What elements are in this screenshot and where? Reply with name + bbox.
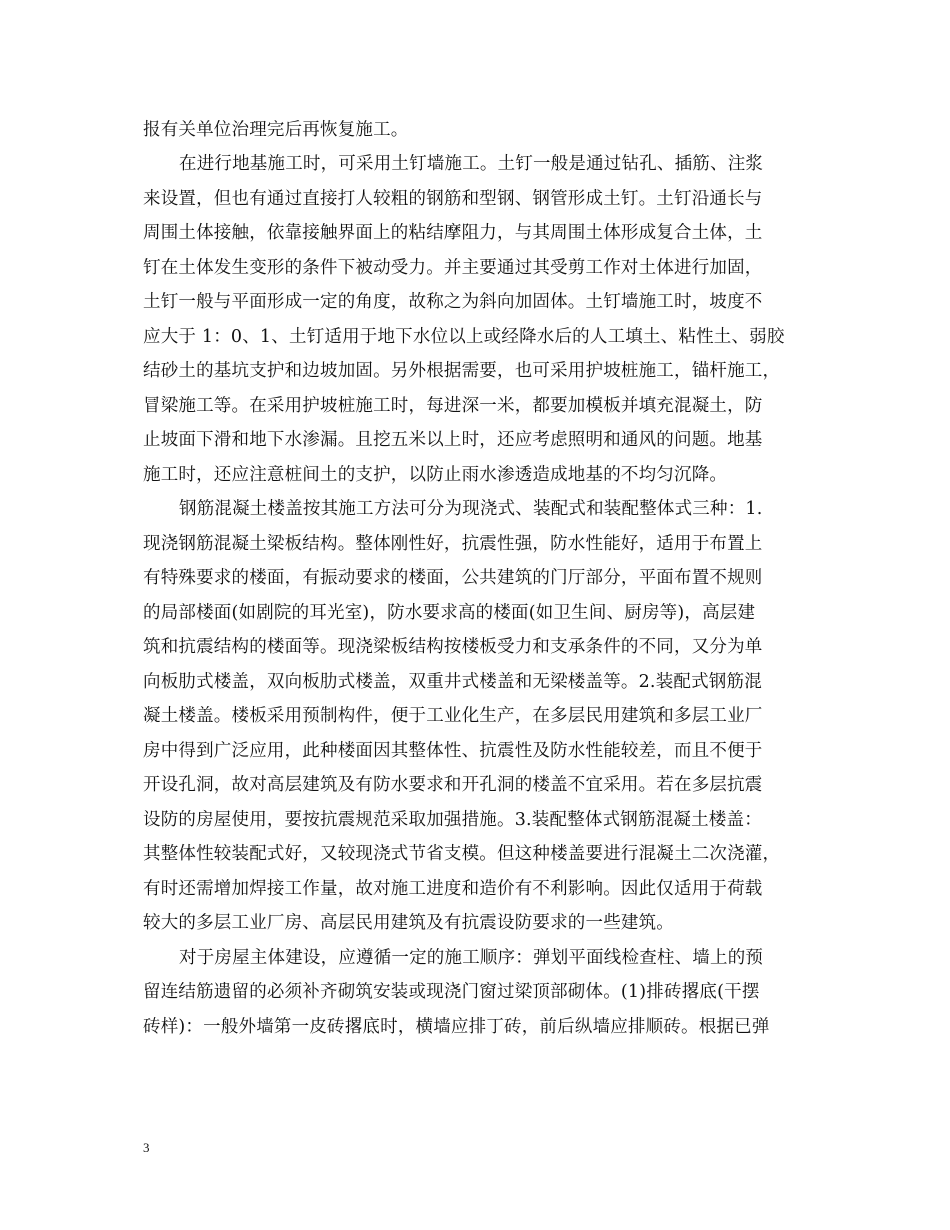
text-line-27: 砖样)：一般外墙第一皮砖撂底时，横墙应排丁砖，前后纵墙应排顺砖。根据已弹 bbox=[143, 1017, 770, 1037]
text-line-12: 钢筋混凝土楼盖按其施工方法可分为现浇式、装配式和装配整体式三种：1. bbox=[179, 499, 763, 519]
text-line-6: 土钉一般与平面形成一定的角度，故称之为斜向加固体。土钉墙施工时，坡度不 bbox=[143, 292, 763, 312]
text-line-25: 对于房屋主体建设，应遵循一定的施工顺序：弹划平面线检查柱、墙上的预 bbox=[179, 948, 764, 968]
text-line-24: 较大的多层工业厂房、高层民用建筑及有抗震设防要求的一些建筑。 bbox=[143, 913, 674, 933]
text-line-1: 报有关单位治理完后再恢复施工。 bbox=[143, 120, 409, 140]
text-line-26: 留连结筋遗留的必须补齐砌筑安装或现浇门窗过梁顶部砌体。(1)排砖撂底(干摆 bbox=[143, 982, 760, 1002]
text-line-16: 筑和抗震结构的楼面等。现浇梁板结构按楼板受力和支承条件的不同，又分为单 bbox=[143, 637, 763, 657]
text-line-2: 在进行地基施工时，可采用土钉墙施工。土钉一般是通过钻孔、插筋、注浆 bbox=[179, 154, 764, 174]
text-line-19: 房中得到广泛应用，此种楼面因其整体性、抗震性及防水性能较差，而且不便于 bbox=[143, 741, 763, 761]
text-line-3: 来设置，但也有通过直接打人较粗的钢筋和型钢、钢管形成土钉。土钉沿通长与 bbox=[143, 189, 763, 209]
page-number: 3 bbox=[143, 1140, 150, 1155]
text-line-23: 有时还需增加焊接工作量，故对施工进度和造价有不利影响。因此仅适用于荷载 bbox=[143, 879, 763, 899]
text-line-14: 有特殊要求的楼面，有振动要求的楼面，公共建筑的门厅部分，平面布置不规则 bbox=[143, 568, 763, 588]
text-line-8: 结砂土的基坑支护和边坡加固。另外根据需要，也可采用护坡桩施工，锚杆施工， bbox=[143, 361, 781, 381]
text-line-21: 设防的房屋使用，要按抗震规范采取加强措施。3.装配整体式钢筋混凝土楼盖： bbox=[143, 810, 762, 830]
text-line-17: 向板肋式楼盖，双向板肋式楼盖，双重井式楼盖和无梁楼盖等。2.装配式钢筋混 bbox=[143, 672, 762, 692]
text-line-22: 其整体性较装配式好，又较现浇式节省支模。但这种楼盖要进行混凝土二次浇灌， bbox=[143, 844, 781, 864]
text-line-5: 钉在土体发生变形的条件下被动受力。并主要通过其受剪工作对土体进行加固， bbox=[143, 258, 763, 278]
text-line-20: 开设孔洞，故对高层建筑及有防水要求和开孔洞的楼盖不宜采用。若在多层抗震 bbox=[143, 775, 763, 795]
text-line-15: 的局部楼面(如剧院的耳光室)，防水要求高的楼面(如卫生间、厨房等)，高层建 bbox=[143, 603, 756, 623]
text-line-4: 周围土体接触，依靠接触界面上的粘结摩阻力，与其周围土体形成复合土体，土 bbox=[143, 223, 763, 243]
text-line-10: 止坡面下滑和地下水渗漏。且挖五米以上时，还应考虑照明和通风的问题。地基 bbox=[143, 430, 763, 450]
text-line-9: 冒梁施工等。在采用护坡桩施工时，每进深一米，都要加模板并填充混凝土，防 bbox=[143, 396, 763, 416]
text-line-18: 凝土楼盖。楼板采用预制构件，便于工业化生产，在多层民用建筑和多层工业厂 bbox=[143, 706, 763, 726]
text-line-13: 现浇钢筋混凝土梁板结构。整体刚性好，抗震性强，防水性能好，适用于布置上 bbox=[143, 534, 763, 554]
text-line-7: 应大于 1：0、1、土钉适用于地下水位以上或经降水后的人工填土、粘性土、弱胶 bbox=[143, 327, 785, 347]
text-line-11: 施工时，还应注意桩间土的支护，以防止雨水渗透造成地基的不均匀沉降。 bbox=[143, 465, 728, 485]
